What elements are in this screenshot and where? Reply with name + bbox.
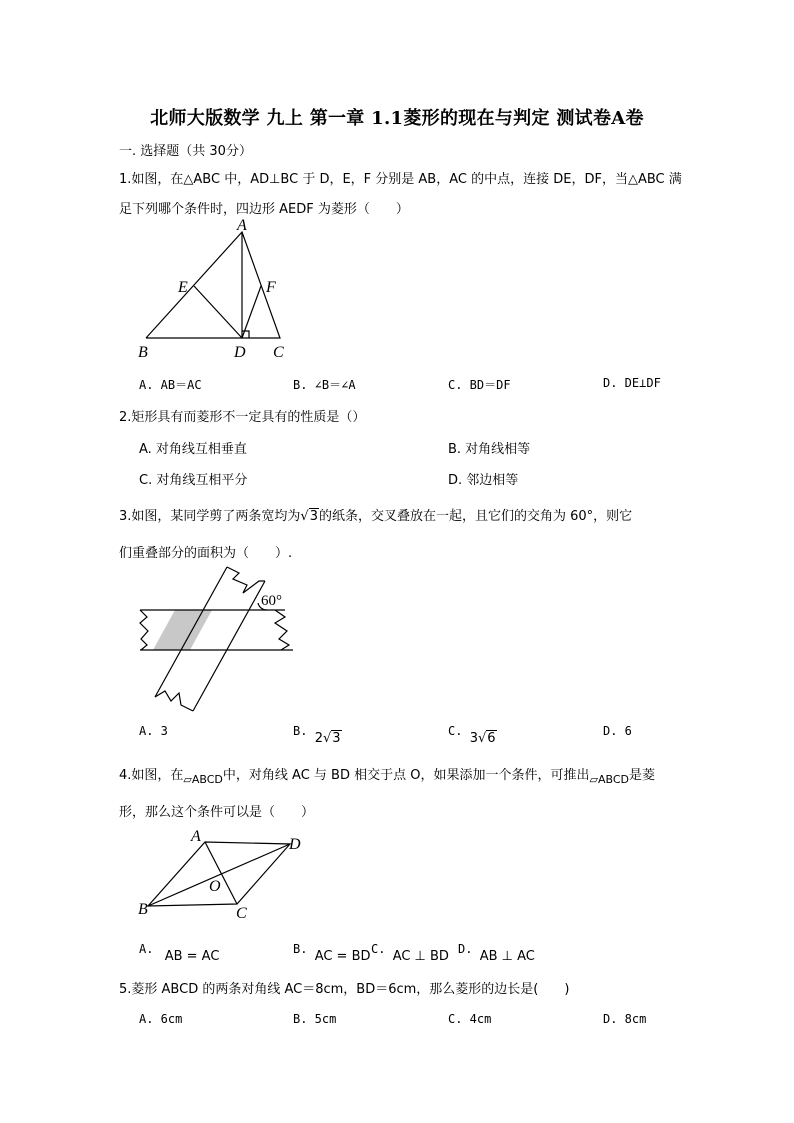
- q3-option-c-label: C.: [448, 724, 463, 738]
- label-a: A: [191, 828, 201, 845]
- q2-option-d[interactable]: D. 邻边相等: [448, 473, 519, 488]
- coefficient: 3: [469, 731, 478, 746]
- q4-option-c[interactable]: [371, 942, 449, 964]
- q4-option-d-text: AB ⊥ AC: [479, 949, 535, 964]
- coefficient: 2: [314, 731, 323, 746]
- label-b: B: [138, 901, 148, 918]
- parallelogram-symbol: ▱ABCD: [183, 773, 223, 786]
- label-d: D: [289, 836, 301, 853]
- q3-option-b-label: B.: [293, 724, 308, 738]
- label-a: A: [237, 217, 247, 234]
- q1-stem-line2: 足下列哪个条件时，四边形 AEDF 为菱形（ ）: [119, 202, 409, 217]
- q4-option-d-label: D.: [458, 942, 473, 956]
- q4-option-d[interactable]: [458, 942, 535, 964]
- q3-option-b[interactable]: [293, 724, 342, 746]
- overlap-region: [153, 610, 212, 650]
- q5-option-b[interactable]: B. 5cm: [293, 1012, 337, 1026]
- q4-option-b-text: AC = BD: [314, 949, 371, 964]
- q4-stem-pre: 4.如图，在: [119, 768, 184, 783]
- q4-option-b-label: B.: [293, 942, 308, 956]
- q4-option-c-text: AC ⊥ BD: [392, 949, 449, 964]
- q4-stem-line2: 形，那么这个条件可以是（ ）: [119, 805, 315, 820]
- right-torn-edge: [275, 610, 289, 650]
- section-heading: 一. 选择题（共 30分）: [119, 144, 252, 159]
- triangle-abc: [146, 232, 280, 338]
- q1-option-a[interactable]: A. AB＝AC: [139, 378, 202, 392]
- label-b: B: [138, 344, 148, 361]
- left-torn-edge: [140, 610, 148, 650]
- q4-option-a[interactable]: [139, 942, 220, 964]
- q5-option-a[interactable]: A. 6cm: [139, 1012, 183, 1026]
- parallelogram-symbol-2: ▱ABCD: [589, 773, 629, 786]
- q2-option-c[interactable]: C. 对角线互相平分: [139, 473, 248, 488]
- q3-option-b-value: [315, 731, 342, 746]
- label-c: C: [273, 344, 284, 361]
- q3-stem-post: 的纸条，交叉叠放在一起，且它们的交角为 60°，则它: [318, 509, 633, 524]
- q3-option-c-value: [470, 731, 497, 746]
- q4-option-c-label: C.: [371, 942, 386, 956]
- q4-stem-mid: 中，对角线 AC 与 BD 相交于点 O，如果添加一个条件，可推出: [222, 768, 590, 783]
- radicand: 3: [332, 731, 341, 746]
- sqrt-expression: √3: [300, 509, 318, 524]
- q1-option-b[interactable]: B. ∠B＝∠A: [293, 378, 356, 392]
- q3-option-a[interactable]: A. 3: [139, 724, 168, 738]
- q4-parallelogram-figure: [130, 826, 310, 926]
- q5-stem: 5.菱形 ABCD 的两条对角线 AC＝8cm，BD＝6cm，那么菱形的边长是( ): [119, 982, 570, 997]
- q3-option-d[interactable]: D. 6: [603, 724, 632, 738]
- radicand: 6: [487, 731, 496, 746]
- bottom-torn-edge: [155, 691, 193, 711]
- q4-option-b[interactable]: [293, 942, 371, 964]
- q4-stem-line1: [119, 764, 655, 786]
- q5-option-d[interactable]: D. 8cm: [603, 1012, 647, 1026]
- radicand: 3: [309, 509, 318, 524]
- label-f: F: [266, 279, 276, 296]
- q1-stem-line1: 1.如图，在△ABC 中，AD⊥BC 于 D，E，F 分别是 AB，AC 的中点，连接 DE，DF，当△ABC 满: [119, 172, 682, 187]
- q1-triangle-figure: [130, 217, 310, 370]
- q4-option-a-label: A.: [139, 942, 154, 956]
- q5-option-c[interactable]: C. 4cm: [448, 1012, 492, 1026]
- q3-paper-strips-figure: [135, 565, 305, 720]
- sqrt-expression: √3: [322, 731, 341, 746]
- label-e: E: [178, 279, 188, 296]
- label-d: D: [234, 344, 246, 361]
- q3-option-c[interactable]: [448, 724, 497, 746]
- q2-stem: 2.矩形具有而菱形不一定具有的性质是（）: [119, 410, 366, 425]
- sqrt-expression: √6: [477, 731, 496, 746]
- top-torn-edge: [227, 567, 265, 593]
- page-title: 北师大版数学 九上 第一章 1.1菱形的现在与判定 测试卷A卷: [150, 108, 644, 129]
- q2-option-b[interactable]: B. 对角线相等: [448, 442, 531, 457]
- segment-df: [242, 286, 261, 338]
- diagonal-bd: [148, 844, 290, 906]
- q1-option-d[interactable]: D. DE⊥DF: [603, 376, 661, 390]
- label-c: C: [236, 905, 247, 922]
- q3-stem-line1: [119, 505, 632, 524]
- q2-option-a[interactable]: A. 对角线互相垂直: [139, 442, 247, 457]
- q4-option-a-text: AB = AC: [164, 949, 220, 964]
- q4-stem-post: 是菱: [628, 768, 655, 783]
- q1-option-c[interactable]: C. BD＝DF: [448, 378, 511, 392]
- label-o: O: [209, 878, 221, 895]
- angle-label: 60°: [261, 593, 282, 609]
- q3-stem-line2: 们重叠部分的面积为（ ）.: [119, 546, 293, 561]
- q3-stem-pre: 3.如图，某同学剪了两条宽均为: [119, 509, 301, 524]
- slanted-strip-right: [193, 581, 265, 711]
- segment-de: [194, 286, 242, 338]
